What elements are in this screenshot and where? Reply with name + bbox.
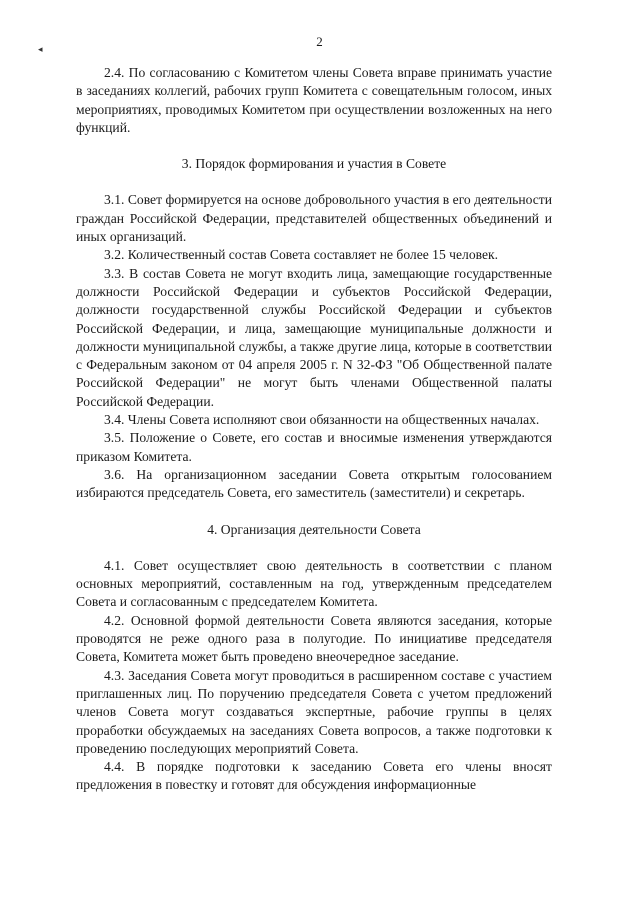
paragraph-4-4: 4.4. В порядке подготовки к заседанию Совета его члены вносят предложения в повестку и готовят для обсуждения информационные bbox=[76, 759, 552, 793]
spacer bbox=[76, 503, 552, 521]
paragraph-3-5: 3.5. Положение о Совете, его состав и вносимые изменения утверждаются приказом Комитета. bbox=[76, 430, 552, 464]
spacer bbox=[76, 173, 552, 191]
section-3-heading: 3. Порядок формирования и участия в Совете bbox=[181, 156, 447, 172]
paragraph-4-3: 4.3. Заседания Совета могут проводиться в расширенном составе с участием приглашенных лиц. По поручению председателя Совета с учетом предложений членов Совета могут создаваться экспертные, рабочие группы в целях проработки обсуждаемых на заседаниях Совета вопросов, а также подготовки к проведению последующих мероприятий Совета. bbox=[76, 667, 552, 756]
paragraph-3-4: 3.4. Члены Совета исполняют свои обязанности на общественных началах. bbox=[104, 412, 540, 428]
document-body bbox=[76, 64, 552, 795]
paragraph-3-6: 3.6. На организационном заседании Совета открытым голосованием избираются председатель Совета, его заместитель (заместители) и секретарь. bbox=[76, 466, 552, 501]
page-number: 2 bbox=[316, 34, 324, 49]
spacer bbox=[76, 137, 552, 155]
paragraph-4-2: 4.2. Основной формой деятельности Совета являются заседания, которые проводятся не реже одного раза в полугодие. По инициативе председателя Совета, Комитета может быть проведено внеочередное заседание. bbox=[76, 612, 552, 665]
paragraph-3-1: 3.1. Совет формируется на основе добровольного участия в его деятельности граждан Российской Федерации, представителей общественных объединений и иных организаций. bbox=[76, 192, 552, 245]
paragraph-3-3: 3.3. В состав Совета не могут входить лица, замещающие государственные должности Российской Федерации и субъектов Российской Федерации, должности государственной службы Российской Федерации и субъектов Российской Федерации, и лица, замещающие муниципальные должности и должности муниципальной службы, а также другие лица, которые в соответствии с Федеральным законом от 04 апреля 2005 г. N 32-ФЗ "Об Общественной палате Российской Федерации" не могут быть членами Общественной палаты Российской Федерации. bbox=[76, 265, 552, 409]
spacer bbox=[76, 539, 552, 557]
paragraph-3-2: 3.2. Количественный состав Совета составляет не более 15 человек. bbox=[104, 247, 498, 263]
paragraph-4-1: 4.1. Совет осуществляет свою деятельность в соответствии с планом основных мероприятий, составленным на год, утвержденным председателем Совета и согласованным с председателем Комитета. bbox=[76, 557, 552, 610]
section-4-heading: 4. Организация деятельности Совета bbox=[207, 521, 421, 537]
paragraph-2-4: 2.4. По согласованию с Комитетом члены Совета вправе принимать участие в заседаниях коллегий, рабочих групп Комитета с совещательным голосом, иных мероприятиях, проводимых Комитетом при осуществлении возложенных на него функций. bbox=[76, 65, 552, 135]
page-edge-mark: ◂ bbox=[38, 44, 43, 54]
